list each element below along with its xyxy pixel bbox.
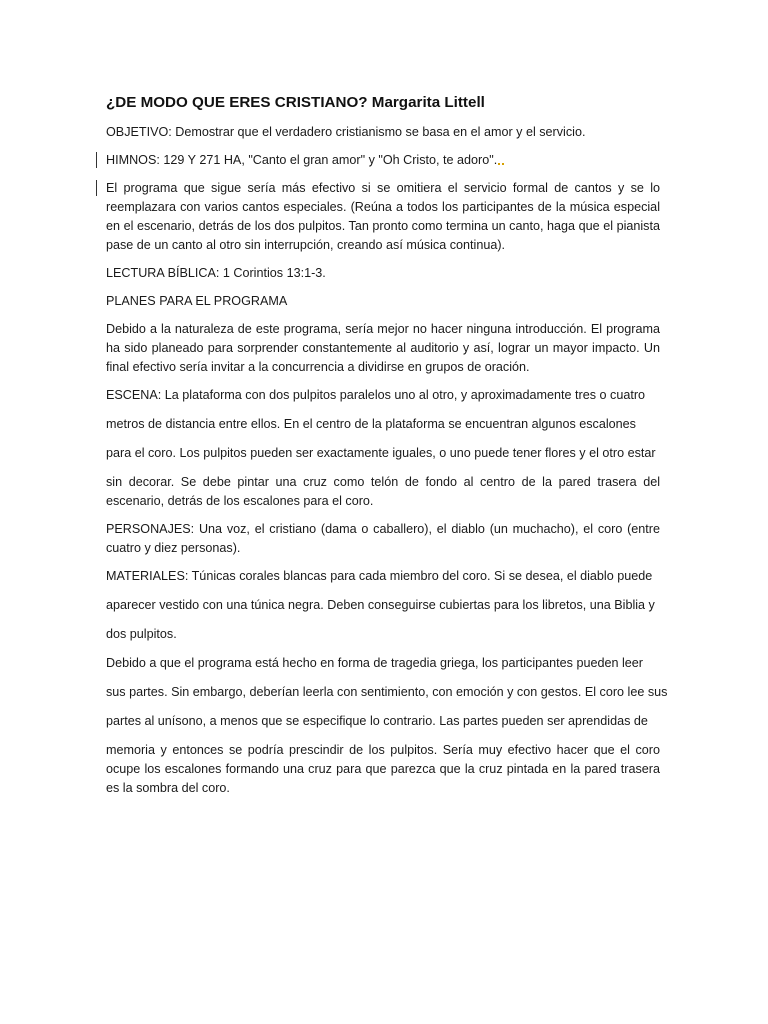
intro-paragraph — [106, 179, 660, 255]
materiales-line: dos pulpitos. — [106, 627, 177, 641]
himnos-paragraph — [106, 151, 660, 170]
himnos-text: HIMNOS: 129 Y 271 HA, "Canto el gran amor" y "Oh Cristo, te adoro". — [106, 153, 498, 167]
planes-paragraph: Debido a la naturaleza de este programa, sería mejor no hacer ninguna introducción. El programa ha sido planeado para sorprender constantemente al auditorio y así, lograr un mayor impacto. Un final efectivo sería invitar a la concurrencia a dividirse en grupos de oración. — [106, 322, 660, 374]
comment-marker-icon — [498, 156, 504, 165]
escena-line: sin decorar. Se debe pintar una cruz como telón de fondo al centro de la pared trasera del escenario, detrás de los escalones para el coro. — [106, 475, 660, 508]
tragedia-section — [106, 654, 668, 798]
tragedia-line: memoria y entonces se podría prescindir de los pulpitos. Sería muy efectivo hacer que el coro ocupe los escalones formando una cruz para que parezca que la cruz pintada en la pared trasera es la sombra del coro. — [106, 743, 660, 795]
change-bar-icon — [96, 152, 97, 168]
document-title: ¿DE MODO QUE ERES CRISTIANO? Margarita Littell — [106, 94, 485, 111]
escena-line: ESCENA: La plataforma con dos pulpitos paralelos uno al otro, y aproximadamente tres o cuatro — [106, 388, 646, 402]
intro-text: El programa que sigue sería más efectivo si se omitiera el servicio formal de cantos y se lo reemplazara con varios cantos especiales. (Reúna a todos los participantes de la música especial en el escenario, detrás de los dos pulpitos. Tan pronto como termina un canto, haga que el pianista pase de un canto al otro sin interrupción, creando así música continua). — [106, 181, 660, 252]
materiales-line: aparecer vestido con una túnica negra. Deben conseguirse cubiertas para los libretos, una Biblia y — [106, 598, 655, 612]
escena-line: metros de distancia entre ellos. En el centro de la plataforma se encuentran algunos escalones — [106, 417, 636, 431]
lectura-paragraph: LECTURA BÍBLICA: 1 Corintios 13:1-3. — [106, 266, 326, 280]
materiales-section — [106, 567, 660, 654]
escena-section — [106, 386, 660, 511]
personajes-paragraph: PERSONAJES: Una voz, el cristiano (dama o caballero), el diablo (un muchacho), el coro (entre cuatro y diez personas). — [106, 522, 660, 555]
tragedia-line: partes al unísono, a menos que se especifique lo contrario. Las partes pueden ser aprendidas de — [106, 714, 648, 728]
objetivo-paragraph: OBJETIVO: Demostrar que el verdadero cristianismo se basa en el amor y el servicio. — [106, 125, 586, 139]
tragedia-line: Debido a que el programa está hecho en forma de tragedia griega, los participantes pueden leer — [106, 656, 643, 670]
document-body — [106, 93, 668, 807]
tragedia-line: sus partes. Sin embargo, deberían leerla con sentimiento, con emoción y con gestos. El coro lee sus — [106, 685, 668, 699]
planes-heading: PLANES PARA EL PROGRAMA — [106, 294, 288, 308]
materiales-line: MATERIALES: Túnicas corales blancas para cada miembro del coro. Si se desea, el diablo puede — [106, 569, 653, 583]
change-bar-icon — [96, 180, 97, 196]
escena-line: para el coro. Los pulpitos pueden ser exactamente iguales, o uno puede tener flores y el otro estar — [106, 446, 656, 460]
